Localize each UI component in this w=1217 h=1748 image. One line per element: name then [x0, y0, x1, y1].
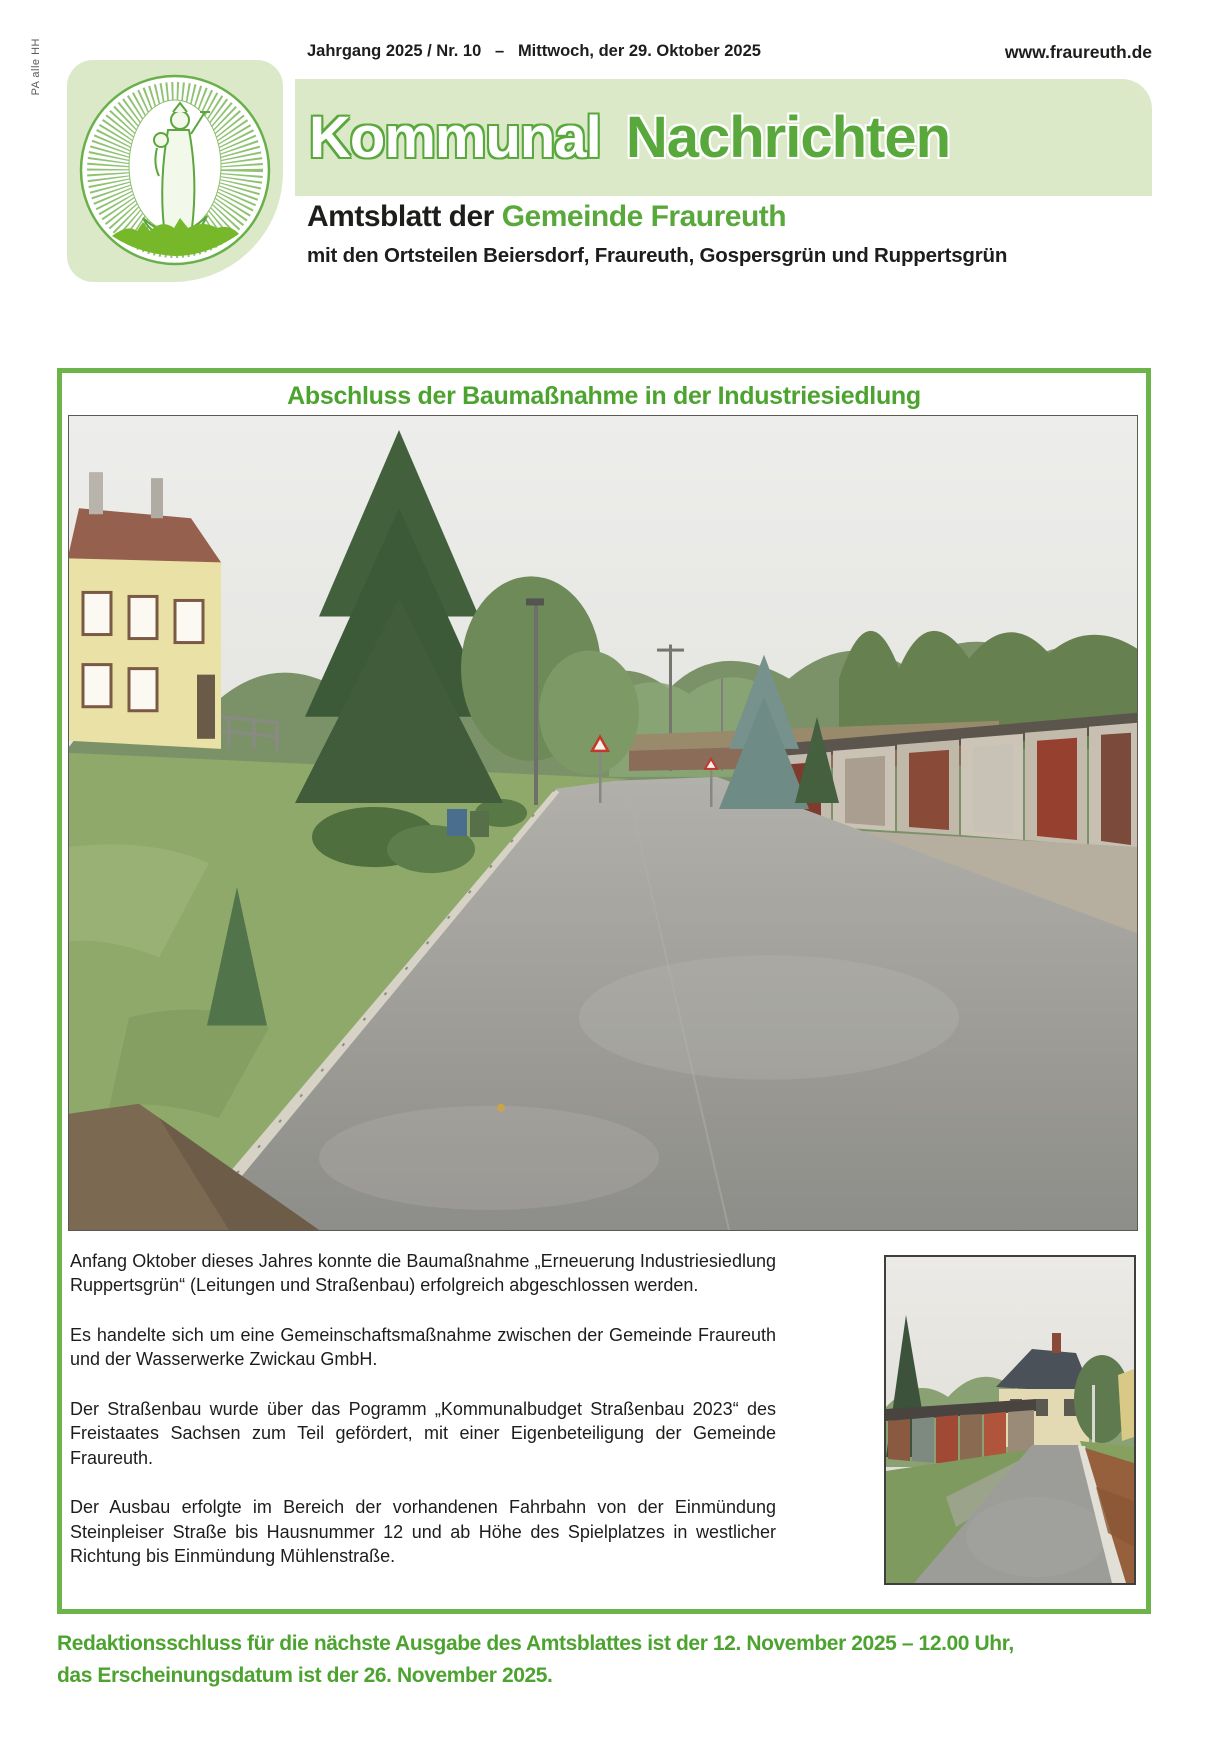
website-link[interactable]: www.fraureuth.de [1004, 42, 1152, 62]
main-street-photo [68, 415, 1138, 1231]
issue-date-line: Jahrgang 2025 / Nr. 10 – Mittwoch, der 29. Oktober 2025 [307, 42, 761, 60]
page-header [307, 42, 1152, 63]
newsletter-title-part1: Kommunal [309, 105, 601, 170]
districts-line: mit den Ortsteilen Beiersdorf, Fraureuth, Gospersgrün und Ruppertsgrün [307, 244, 1008, 267]
secondary-street-photo [884, 1255, 1136, 1585]
masthead-subtitle [307, 200, 786, 234]
print-edge-label: PA alle HH [30, 38, 42, 96]
article-paragraph: Anfang Oktober dieses Jahres konnte die Baumaßnahme „Erneuerung Industriesiedlung Ruppertsgrün“ (Leitungen und Straßenbau) erfolgreich abgeschlossen werden. [70, 1251, 776, 1296]
article-body [70, 1249, 776, 1594]
article-box [57, 368, 1151, 1614]
editorial-deadline-note [57, 1628, 1181, 1691]
newsletter-title-part2: Nachrichten [625, 105, 951, 170]
article-paragraph: Es handelte sich um eine Gemeinschaftsmaßnahme zwischen der Gemeinde Fraureuth und der Wasserwerke Zwickau GmbH. [70, 1324, 776, 1370]
newsletter-title [295, 79, 1152, 196]
deadline-line1: Redaktionsschluss für die nächste Ausgabe des Amtsblattes ist der 12. November 2025 – 12.00 Uhr, [57, 1632, 1014, 1655]
municipality-logo [67, 60, 283, 282]
article-paragraph: Der Ausbau erfolgte im Bereich der vorhandenen Fahrbahn von der Einmündung Steinpleiser Straße bis Hausnummer 12 und ab Höhe des Spielplatzes in westlicher Richtung bis Einmündung Mühlenstraße. [70, 1497, 776, 1567]
municipal-emblem-icon [67, 60, 283, 282]
subtitle-black: Amtsblatt der [307, 200, 494, 233]
masthead-band [295, 79, 1152, 196]
article-paragraph: Der Straßenbau wurde über das Pogramm „Kommunalbudget Straßenbau 2023“ des Freistaates Sachsen zum Teil gefördert, mit einer Eigenbeteiligung der Gemeinde Fraureuth. [70, 1398, 776, 1468]
main-photo-illustration [69, 416, 1137, 1230]
article-headline: Abschluss der Baumaßnahme in der Industriesiedlung [287, 382, 921, 410]
secondary-photo-illustration [886, 1257, 1134, 1583]
subtitle-green: Gemeinde Fraureuth [501, 200, 787, 233]
deadline-line2: das Erscheinungsdatum ist der 26. November 2025. [57, 1663, 553, 1687]
